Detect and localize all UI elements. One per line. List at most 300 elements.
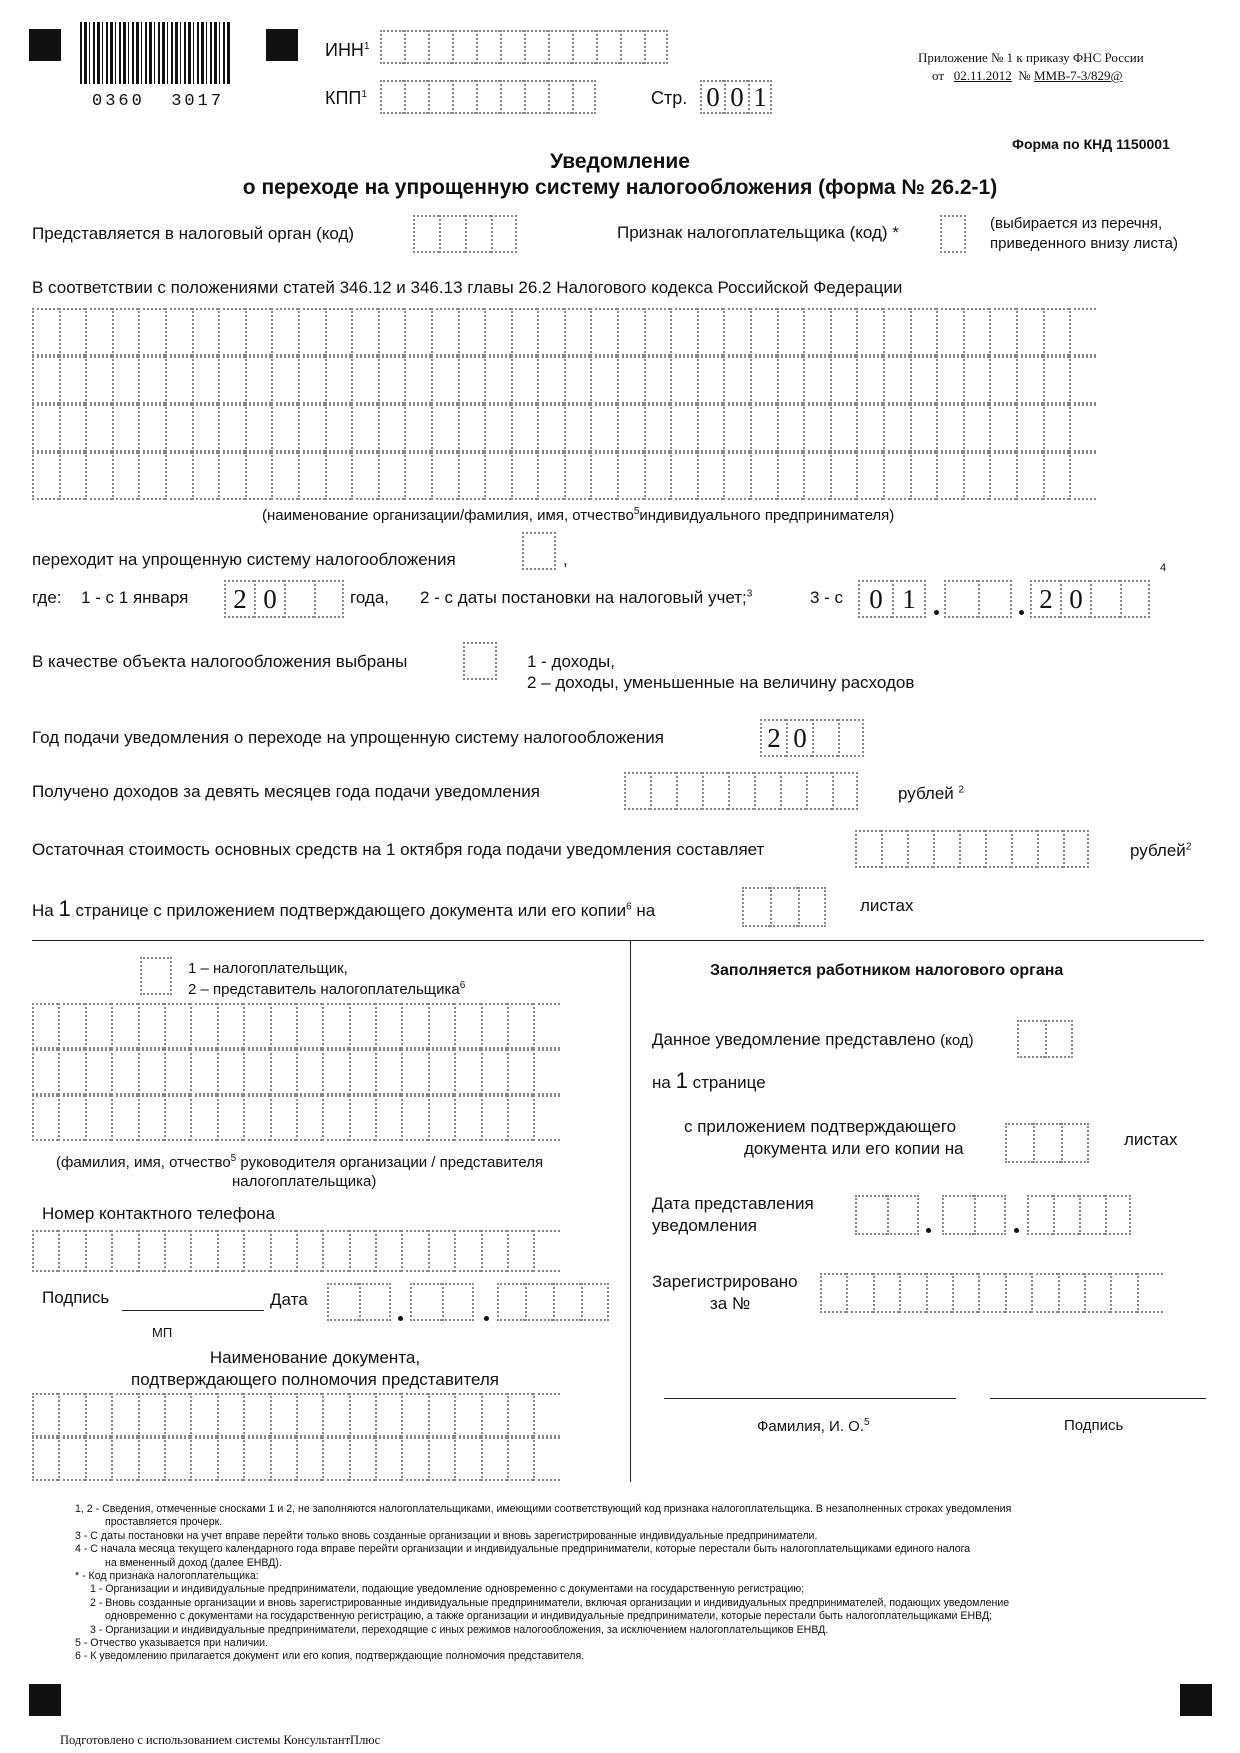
input-cell[interactable]: [910, 452, 937, 500]
page-number-field[interactable]: [700, 80, 772, 114]
input-cell[interactable]: [1137, 1273, 1163, 1313]
input-cell[interactable]: [533, 1003, 559, 1049]
input-cell[interactable]: [349, 1003, 375, 1049]
input-cell[interactable]: [375, 1437, 401, 1481]
input-cell[interactable]: [507, 1095, 533, 1141]
input-cell[interactable]: [564, 404, 591, 452]
input-cell[interactable]: [218, 404, 245, 452]
input-cell[interactable]: [723, 452, 750, 500]
input-cell[interactable]: [846, 1273, 872, 1313]
input-cell[interactable]: [59, 356, 86, 404]
input-cell[interactable]: [484, 404, 511, 452]
input-cell[interactable]: [963, 356, 990, 404]
input-cell[interactable]: [1027, 1195, 1053, 1235]
input-cell[interactable]: [963, 404, 990, 452]
input-cell[interactable]: [806, 772, 832, 810]
input-cell[interactable]: [989, 452, 1016, 500]
input-cell[interactable]: [524, 30, 548, 64]
input-cell[interactable]: [500, 30, 524, 64]
input-cell[interactable]: [838, 719, 864, 757]
input-cell[interactable]: [644, 356, 671, 404]
input-cell[interactable]: [431, 356, 458, 404]
input-cell[interactable]: [1043, 404, 1070, 452]
input-cell[interactable]: [442, 1283, 474, 1321]
input-cell[interactable]: [856, 356, 883, 404]
input-cell[interactable]: [243, 1049, 269, 1095]
sign-day-field[interactable]: [327, 1283, 391, 1321]
input-cell[interactable]: [507, 1437, 533, 1481]
input-cell[interactable]: [217, 1230, 243, 1272]
input-cell[interactable]: [590, 452, 617, 500]
input-cell[interactable]: 0: [724, 80, 748, 114]
representative-doc-field[interactable]: [32, 1393, 560, 1481]
input-cell[interactable]: [572, 80, 596, 114]
input-cell[interactable]: [723, 356, 750, 404]
input-cell[interactable]: [190, 1393, 216, 1437]
input-cell[interactable]: [1016, 404, 1043, 452]
input-cell[interactable]: [952, 1273, 978, 1313]
input-cell[interactable]: [270, 1049, 296, 1095]
input-cell[interactable]: 0: [700, 80, 724, 114]
input-cell[interactable]: [164, 1003, 190, 1049]
input-cell[interactable]: [218, 356, 245, 404]
input-cell[interactable]: [165, 308, 192, 356]
input-cell[interactable]: [351, 356, 378, 404]
input-cell[interactable]: [1045, 1020, 1073, 1058]
input-cell[interactable]: [243, 1437, 269, 1481]
input-cell[interactable]: [428, 1095, 454, 1141]
input-cell[interactable]: [270, 1003, 296, 1049]
input-cell[interactable]: [670, 404, 697, 452]
input-cell[interactable]: [296, 1230, 322, 1272]
input-cell[interactable]: [375, 1393, 401, 1437]
input-cell[interactable]: [428, 80, 452, 114]
input-cell[interactable]: [830, 356, 857, 404]
input-cell[interactable]: [537, 356, 564, 404]
registration-number-field[interactable]: [820, 1273, 1163, 1313]
input-cell[interactable]: [111, 1230, 137, 1272]
input-cell[interactable]: [522, 532, 556, 570]
input-cell[interactable]: [1053, 1195, 1079, 1235]
input-cell[interactable]: [270, 1437, 296, 1481]
input-cell[interactable]: [190, 1003, 216, 1049]
transition-day-field[interactable]: [858, 580, 926, 618]
input-cell[interactable]: [644, 30, 668, 64]
input-cell[interactable]: [959, 830, 985, 868]
input-cell[interactable]: [454, 1230, 480, 1272]
input-cell[interactable]: [1069, 308, 1096, 356]
input-cell[interactable]: [978, 1273, 1004, 1313]
input-cell[interactable]: [507, 1049, 533, 1095]
input-cell[interactable]: [59, 404, 86, 452]
input-cell[interactable]: [378, 404, 405, 452]
input-cell[interactable]: [325, 308, 352, 356]
input-cell[interactable]: [978, 580, 1012, 618]
input-cell[interactable]: [1079, 1195, 1105, 1235]
input-cell[interactable]: [644, 452, 671, 500]
input-cell[interactable]: [270, 1230, 296, 1272]
input-cell[interactable]: [428, 1437, 454, 1481]
input-cell[interactable]: [298, 308, 325, 356]
input-cell[interactable]: [777, 308, 804, 356]
input-cell[interactable]: [245, 308, 272, 356]
input-cell[interactable]: [32, 1393, 58, 1437]
input-cell[interactable]: [855, 830, 881, 868]
input-cell[interactable]: [803, 404, 830, 452]
input-cell[interactable]: [58, 1393, 84, 1437]
input-cell[interactable]: [855, 1195, 887, 1235]
input-cell[interactable]: [58, 1230, 84, 1272]
input-cell[interactable]: [620, 30, 644, 64]
submission-day-field[interactable]: [855, 1195, 919, 1235]
input-cell[interactable]: [298, 452, 325, 500]
input-cell[interactable]: [439, 215, 465, 253]
input-cell[interactable]: [1043, 308, 1070, 356]
input-cell[interactable]: [481, 1437, 507, 1481]
input-cell[interactable]: [1016, 452, 1043, 500]
input-cell[interactable]: 2: [760, 719, 786, 757]
input-cell[interactable]: [564, 308, 591, 356]
input-cell[interactable]: [454, 1437, 480, 1481]
input-cell[interactable]: [989, 308, 1016, 356]
input-cell[interactable]: [325, 356, 352, 404]
input-cell[interactable]: [138, 1230, 164, 1272]
input-cell[interactable]: [165, 404, 192, 452]
input-cell[interactable]: 1: [748, 80, 772, 114]
input-cell[interactable]: [271, 452, 298, 500]
input-cell[interactable]: [243, 1003, 269, 1049]
input-cell[interactable]: [404, 30, 428, 64]
transition-year-field[interactable]: [1030, 580, 1150, 618]
input-cell[interactable]: [349, 1437, 375, 1481]
input-cell[interactable]: [910, 356, 937, 404]
input-cell[interactable]: [883, 452, 910, 500]
input-cell[interactable]: [617, 404, 644, 452]
input-cell[interactable]: [85, 1437, 111, 1481]
input-cell[interactable]: [138, 1049, 164, 1095]
input-cell[interactable]: [296, 1049, 322, 1095]
input-cell[interactable]: [111, 1003, 137, 1049]
presented-code-field[interactable]: [1017, 1020, 1073, 1058]
input-cell[interactable]: [458, 308, 485, 356]
input-cell[interactable]: [322, 1003, 348, 1049]
input-cell[interactable]: [936, 452, 963, 500]
input-cell[interactable]: [401, 1230, 427, 1272]
input-cell[interactable]: [936, 308, 963, 356]
input-cell[interactable]: [138, 356, 165, 404]
input-cell[interactable]: [750, 452, 777, 500]
input-cell[interactable]: [327, 1283, 359, 1321]
input-cell[interactable]: [245, 356, 272, 404]
input-cell[interactable]: [1005, 1123, 1033, 1163]
input-cell[interactable]: [271, 308, 298, 356]
submission-month-field[interactable]: [942, 1195, 1006, 1235]
input-cell[interactable]: [58, 1003, 84, 1049]
input-cell[interactable]: [803, 308, 830, 356]
input-cell[interactable]: [138, 1095, 164, 1141]
pages-sheets-field[interactable]: [742, 887, 826, 927]
input-cell[interactable]: [481, 1095, 507, 1141]
input-cell[interactable]: [271, 404, 298, 452]
input-cell[interactable]: [856, 404, 883, 452]
input-cell[interactable]: [1031, 1273, 1057, 1313]
input-cell[interactable]: [296, 1393, 322, 1437]
input-cell[interactable]: [1069, 452, 1096, 500]
input-cell[interactable]: [428, 1230, 454, 1272]
input-cell[interactable]: [723, 308, 750, 356]
input-cell[interactable]: [375, 1095, 401, 1141]
input-cell[interactable]: [881, 830, 907, 868]
input-cell[interactable]: [750, 356, 777, 404]
submission-year-field[interactable]: [1027, 1195, 1131, 1235]
sign-year-field[interactable]: [497, 1283, 609, 1321]
input-cell[interactable]: [404, 356, 431, 404]
input-cell[interactable]: [138, 452, 165, 500]
input-cell[interactable]: [533, 1049, 559, 1095]
input-cell[interactable]: [511, 404, 538, 452]
input-cell[interactable]: [511, 308, 538, 356]
input-cell[interactable]: [803, 356, 830, 404]
input-cell[interactable]: [401, 1393, 427, 1437]
input-cell[interactable]: [702, 772, 728, 810]
input-cell[interactable]: [1043, 356, 1070, 404]
organization-name-field[interactable]: [32, 308, 1096, 500]
input-cell[interactable]: [650, 772, 676, 810]
input-cell[interactable]: [322, 1230, 348, 1272]
input-cell[interactable]: [1017, 1020, 1045, 1058]
income-field[interactable]: [624, 772, 858, 810]
input-cell[interactable]: [380, 80, 404, 114]
input-cell[interactable]: [164, 1230, 190, 1272]
input-cell[interactable]: [85, 356, 112, 404]
input-cell[interactable]: [481, 1230, 507, 1272]
input-cell[interactable]: [165, 452, 192, 500]
input-cell[interactable]: [697, 308, 724, 356]
input-cell[interactable]: [452, 30, 476, 64]
input-cell[interactable]: [830, 404, 857, 452]
input-cell[interactable]: [750, 404, 777, 452]
input-cell[interactable]: [780, 772, 806, 810]
input-cell[interactable]: [32, 1095, 58, 1141]
signer-code-field[interactable]: [140, 957, 172, 995]
year-field[interactable]: [224, 580, 344, 618]
input-cell[interactable]: [989, 356, 1016, 404]
input-cell[interactable]: [454, 1003, 480, 1049]
input-cell[interactable]: [452, 80, 476, 114]
input-cell[interactable]: [378, 308, 405, 356]
signature-line[interactable]: [990, 1398, 1206, 1399]
input-cell[interactable]: [32, 1003, 58, 1049]
input-cell[interactable]: [1110, 1273, 1136, 1313]
input-cell[interactable]: [944, 580, 978, 618]
input-cell[interactable]: [85, 1003, 111, 1049]
input-cell[interactable]: [375, 1230, 401, 1272]
input-cell[interactable]: [676, 772, 702, 810]
input-cell[interactable]: [476, 30, 500, 64]
input-cell[interactable]: [431, 452, 458, 500]
input-cell[interactable]: [217, 1437, 243, 1481]
input-cell[interactable]: [624, 772, 650, 810]
input-cell[interactable]: [511, 356, 538, 404]
assets-field[interactable]: [855, 830, 1089, 868]
input-cell[interactable]: [617, 356, 644, 404]
input-cell[interactable]: [245, 404, 272, 452]
tax-organ-code-field[interactable]: [413, 215, 517, 253]
input-cell[interactable]: [190, 1049, 216, 1095]
input-cell[interactable]: [111, 1393, 137, 1437]
input-cell[interactable]: [1069, 356, 1096, 404]
input-cell[interactable]: [856, 452, 883, 500]
input-cell[interactable]: [484, 356, 511, 404]
filing-year-field[interactable]: [760, 719, 864, 757]
input-cell[interactable]: [192, 404, 219, 452]
input-cell[interactable]: [803, 452, 830, 500]
input-cell[interactable]: [401, 1003, 427, 1049]
input-cell[interactable]: [533, 1230, 559, 1272]
input-cell[interactable]: [428, 1049, 454, 1095]
input-cell[interactable]: [481, 1049, 507, 1095]
input-cell[interactable]: [484, 452, 511, 500]
input-cell[interactable]: [270, 1095, 296, 1141]
input-cell[interactable]: [883, 308, 910, 356]
input-cell[interactable]: [500, 80, 524, 114]
input-cell[interactable]: [548, 80, 572, 114]
input-cell[interactable]: [754, 772, 780, 810]
input-cell[interactable]: [243, 1393, 269, 1437]
input-cell[interactable]: [1058, 1273, 1084, 1313]
input-cell[interactable]: [1069, 404, 1096, 452]
input-cell[interactable]: [217, 1393, 243, 1437]
input-cell[interactable]: [349, 1049, 375, 1095]
input-cell[interactable]: [458, 356, 485, 404]
input-cell[interactable]: [32, 1437, 58, 1481]
input-cell[interactable]: [192, 308, 219, 356]
input-cell[interactable]: [1011, 830, 1037, 868]
input-cell[interactable]: [413, 215, 439, 253]
input-cell[interactable]: [1033, 1123, 1061, 1163]
transition-code-field[interactable]: [522, 532, 556, 570]
input-cell[interactable]: [428, 1393, 454, 1437]
input-cell[interactable]: [564, 356, 591, 404]
input-cell[interactable]: [164, 1437, 190, 1481]
input-cell[interactable]: [322, 1095, 348, 1141]
input-cell[interactable]: [537, 404, 564, 452]
input-cell[interactable]: [404, 404, 431, 452]
input-cell[interactable]: [830, 452, 857, 500]
input-cell[interactable]: [590, 308, 617, 356]
input-cell[interactable]: [974, 1195, 1006, 1235]
input-cell[interactable]: [1120, 580, 1150, 618]
input-cell[interactable]: [564, 452, 591, 500]
input-cell[interactable]: [770, 887, 798, 927]
input-cell[interactable]: [697, 356, 724, 404]
input-cell[interactable]: [454, 1095, 480, 1141]
input-cell[interactable]: [533, 1393, 559, 1437]
input-cell[interactable]: [112, 308, 139, 356]
input-cell[interactable]: [596, 30, 620, 64]
input-cell[interactable]: [190, 1437, 216, 1481]
input-cell[interactable]: [963, 452, 990, 500]
input-cell[interactable]: [481, 1003, 507, 1049]
input-cell[interactable]: [243, 1095, 269, 1141]
input-cell[interactable]: [590, 404, 617, 452]
input-cell[interactable]: [349, 1095, 375, 1141]
input-cell[interactable]: 0: [254, 580, 284, 618]
input-cell[interactable]: [533, 1437, 559, 1481]
input-cell[interactable]: [140, 957, 172, 995]
input-cell[interactable]: [111, 1095, 137, 1141]
input-cell[interactable]: [497, 1283, 525, 1321]
input-cell[interactable]: [190, 1230, 216, 1272]
input-cell[interactable]: [742, 887, 770, 927]
input-cell[interactable]: [378, 356, 405, 404]
input-cell[interactable]: [58, 1049, 84, 1095]
input-cell[interactable]: [322, 1437, 348, 1481]
input-cell[interactable]: [454, 1393, 480, 1437]
input-cell[interactable]: [85, 1095, 111, 1141]
input-cell[interactable]: [322, 1049, 348, 1095]
input-cell[interactable]: [296, 1003, 322, 1049]
input-cell[interactable]: [723, 404, 750, 452]
input-cell[interactable]: [428, 30, 452, 64]
input-cell[interactable]: [644, 404, 671, 452]
input-cell[interactable]: [217, 1049, 243, 1095]
input-cell[interactable]: [112, 404, 139, 452]
input-cell[interactable]: [243, 1230, 269, 1272]
input-cell[interactable]: [798, 887, 826, 927]
input-cell[interactable]: [32, 404, 59, 452]
input-cell[interactable]: [401, 1095, 427, 1141]
input-cell[interactable]: [375, 1049, 401, 1095]
input-cell[interactable]: [245, 452, 272, 500]
input-cell[interactable]: [933, 830, 959, 868]
input-cell[interactable]: [112, 452, 139, 500]
input-cell[interactable]: [728, 772, 754, 810]
input-cell[interactable]: [910, 308, 937, 356]
input-cell[interactable]: [907, 830, 933, 868]
input-cell[interactable]: 0: [858, 580, 892, 618]
input-cell[interactable]: [138, 308, 165, 356]
input-cell[interactable]: [296, 1437, 322, 1481]
input-cell[interactable]: [899, 1273, 925, 1313]
input-cell[interactable]: [351, 308, 378, 356]
input-cell[interactable]: [401, 1437, 427, 1481]
input-cell[interactable]: [164, 1049, 190, 1095]
input-cell[interactable]: [164, 1393, 190, 1437]
input-cell[interactable]: [322, 1393, 348, 1437]
input-cell[interactable]: [465, 215, 491, 253]
input-cell[interactable]: [484, 308, 511, 356]
input-cell[interactable]: [644, 308, 671, 356]
input-cell[interactable]: [1063, 830, 1089, 868]
input-cell[interactable]: [507, 1003, 533, 1049]
input-cell[interactable]: [111, 1437, 137, 1481]
inn-field[interactable]: [380, 30, 668, 64]
input-cell[interactable]: [1090, 580, 1120, 618]
input-cell[interactable]: [270, 1393, 296, 1437]
input-cell[interactable]: [217, 1003, 243, 1049]
input-cell[interactable]: [537, 308, 564, 356]
input-cell[interactable]: [138, 404, 165, 452]
input-cell[interactable]: [431, 308, 458, 356]
input-cell[interactable]: [1016, 356, 1043, 404]
input-cell[interactable]: [1105, 1195, 1131, 1235]
input-cell[interactable]: [777, 404, 804, 452]
input-cell[interactable]: [883, 404, 910, 452]
input-cell[interactable]: [404, 80, 428, 114]
input-cell[interactable]: [59, 452, 86, 500]
input-cell[interactable]: [617, 452, 644, 500]
